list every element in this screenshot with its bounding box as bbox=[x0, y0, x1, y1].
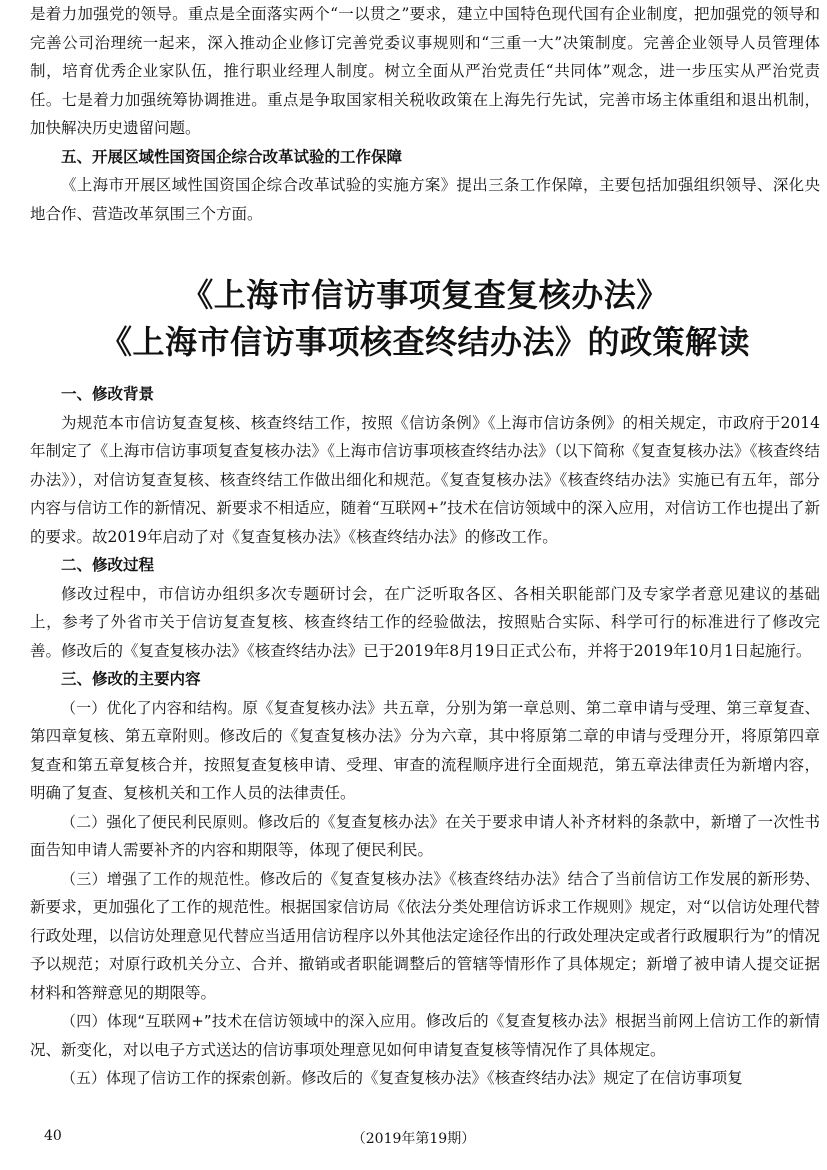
document-page bbox=[30, 0, 820, 1093]
section3-heading: 三、修改的主要内容 bbox=[61, 669, 201, 688]
item-text: 原《复查复核办法》共五章，分别为第一章总则、第二章申请与受理、第三章复查、第四章复核、第五章附则。修改后的《复查复核办法》分为六章，其中将原第二章的申请与受理分开，将原第四章复查和第五章复核合并，按照复查复核申请、受理、审查的流程顺序进行全面规范，第五章法律责任为新增内容，明确了复查、复核机关和工作人员的法律责任。 bbox=[30, 698, 820, 802]
issue-label: （2019年第19期） bbox=[351, 1131, 476, 1147]
item-lead: （二）强化了便民利民原则。 bbox=[61, 812, 258, 831]
item-text: 修改后的《复查复核办法》根据当前网上信访工作的新情况、新变化，对以电子方式送达的信访事项处理意见如何申请复查复核等情况作了具体规定。 bbox=[30, 1012, 820, 1059]
section3-item-5 bbox=[30, 1064, 820, 1093]
article-title-line1: 《上海市信访事项复查复核办法》 bbox=[181, 276, 669, 314]
section1-heading: 一、修改背景 bbox=[61, 384, 155, 403]
section2-heading: 二、修改过程 bbox=[61, 555, 155, 574]
item-lead: （五）体现了信访工作的探索创新。 bbox=[61, 1069, 302, 1087]
page-number: 40 bbox=[44, 1128, 62, 1144]
section2-paragraph: 修改过程中，市信访办组织多次专题研讨会，在广泛听取各区、各相关职能部门及专家学者意见建议的基础上，参考了外省市关于信访复查复核、核查终结工作的经验做法，按照贴合实际、科学可行的标准进行了修改完善。修改后的《复查复核办法》《核查终结办法》已于2019年8月19日正式公布，并将于2019年10月1日起施行。 bbox=[30, 584, 820, 660]
section5-heading: 五、开展区域性国资国企综合改革试验的工作保障 bbox=[61, 146, 403, 166]
section1-paragraph: 为规范本市信访复查复核、核查终结工作，按照《信访条例》《上海市信访条例》的相关规定，市政府于2014年制定了《上海市信访事项复查复核办法》《上海市信访事项核查终结办法》（以下简称《复查复核办法》《核查终结办法》），对信访复查复核、核查终结工作做出细化和规范。《复查复核办法》《核查终结办法》实施已有五年，部分内容与信访工作的新情况、新要求不相适应，随着“互联网+”技术在信访领域中的深入应用，对信访工作也提出了新的要求。故2019年启动了对《复查复核办法》《核查终结办法》的修改工作。 bbox=[30, 413, 820, 546]
section3-item-4 bbox=[30, 1007, 820, 1064]
item-lead: （一）优化了内容和结构。 bbox=[61, 698, 243, 717]
section3-item-1 bbox=[30, 694, 820, 808]
item-text: 修改后的《复查复核办法》《核查终结办法》结合了当前信访工作发展的新形势、新要求，更加强化了工作的规范性。根据国家信访局《依法分类处理信访诉求工作规则》规定，对“以信访处理代替行政处理，以信访处理意见代替应当适用信访程序以外其他法定途径作出的行政处理决定或者行政履职行为”的情况予以规范；对原行政机关分立、合并、撤销或者职能调整后的管辖等情形作了具体规定；新增了被申请人提交证据材料和答辩意见的期限等。 bbox=[30, 869, 820, 1002]
item-text: 修改后的《复查复核办法》在关于要求申请人补齐材料的条款中，新增了一次性书面告知申请人需要补齐的内容和期限等，体现了便民利民。 bbox=[30, 812, 820, 859]
article-title-line2: 《上海市信访事项核查终结办法》的政策解读 bbox=[99, 323, 750, 361]
item-lead: （三）增强了工作的规范性。 bbox=[61, 869, 260, 888]
section5-paragraph: 《上海市开展区域性国资国企综合改革试验的实施方案》提出三条工作保障，主要包括加强组织领导、深化央地合作、营造改革氛围三个方面。 bbox=[30, 176, 820, 223]
item-text: 修改后的《复查复核办法》《核查终结办法》规定了在信访事项复 bbox=[301, 1069, 743, 1087]
section3-item-2 bbox=[30, 808, 820, 865]
continued-paragraph: 是着力加强党的领导。重点是全面落实两个“一以贯之”要求，建立中国特色现代国有企业制度，把加强党的领导和完善公司治理统一起来，深入推动企业修订完善党委议事规则和“三重一大”决策制度。完善企业领导人员管理体制，培育优秀企业家队伍，推行职业经理人制度。树立全面从严治党责任“共同体”观念，进一步压实从严治党责任。七是着力加强统筹协调推进。重点是争取国家相关税收政策在上海先行先试，完善市场主体重组和退出机制，加快解决历史遗留问题。 bbox=[30, 5, 820, 137]
page-footer bbox=[0, 1122, 827, 1152]
section3-item-3 bbox=[30, 865, 820, 1008]
article-title bbox=[30, 272, 820, 366]
item-lead: （四）体现“互联网+”技术在信访领域中的深入应用。 bbox=[61, 1012, 426, 1030]
